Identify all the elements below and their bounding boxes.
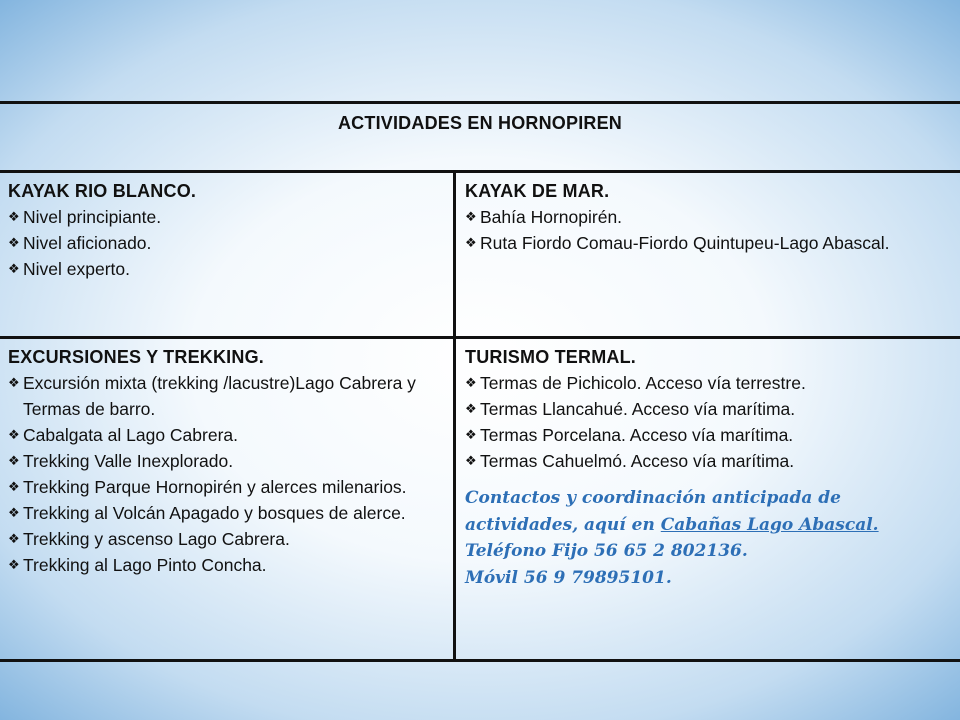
page-title: ACTIVIDADES EN HORNOPIREN (337, 113, 623, 133)
activities-table (0, 101, 960, 662)
cell-heading: KAYAK RIO BLANCO. (8, 181, 197, 201)
activity-list (8, 370, 448, 578)
list-item: ❖ Bahía Hornopirén. (465, 204, 955, 230)
column-divider (453, 173, 456, 662)
list-item: ❖ Trekking Valle Inexplorado. (8, 448, 448, 474)
row-divider (0, 336, 960, 339)
cell-kayak-rio-blanco (8, 178, 448, 282)
cell-turismo-termal (465, 344, 955, 591)
contact-phone: Teléfono Fijo 56 65 2 802136. (465, 541, 748, 561)
cell-kayak-de-mar (465, 178, 955, 256)
list-item: ❖ Nivel experto. (8, 256, 448, 282)
cell-excursiones-trekking (8, 344, 448, 578)
cell-heading: KAYAK DE MAR. (465, 181, 610, 201)
activity-list (465, 370, 955, 474)
activity-list (465, 204, 955, 256)
list-item: ❖ Nivel aficionado. (8, 230, 448, 256)
cell-heading: TURISMO TERMAL. (465, 347, 636, 367)
list-item: ❖ Ruta Fiordo Comau-Fiordo Quintupeu-Lago Abascal. (465, 230, 955, 256)
list-item: ❖ Termas de Pichicolo. Acceso vía terrestre. (465, 370, 955, 396)
list-item: ❖ Trekking al Lago Pinto Concha. (8, 552, 448, 578)
list-item: ❖ Termas Cahuelmó. Acceso vía marítima. (465, 448, 955, 474)
list-item: ❖ Nivel principiante. (8, 204, 448, 230)
contact-mobile: Móvil 56 9 79895101. (465, 567, 672, 588)
cabanas-link[interactable]: Cabañas Lago Abascal. (660, 514, 879, 535)
list-item: ❖ Trekking Parque Hornopirén y alerces milenarios. (8, 474, 448, 500)
activity-list (8, 204, 448, 282)
list-item: ❖ Termas Porcelana. Acceso vía marítima. (465, 422, 955, 448)
list-item: ❖ Termas Llancahué. Acceso vía marítima. (465, 396, 955, 422)
list-item: ❖ Excursión mixta (trekking /lacustre)Lago Cabrera y Termas de barro. (8, 370, 448, 422)
list-item: ❖ Trekking al Volcán Apagado y bosques de alerce. (8, 500, 448, 526)
list-item: ❖ Cabalgata al Lago Cabrera. (8, 422, 448, 448)
title-row (0, 104, 960, 173)
cell-heading: EXCURSIONES Y TREKKING. (8, 347, 264, 367)
contact-intro: Contactos y coordinación anticipada de actividades, aquí en (465, 488, 841, 535)
contact-block (465, 485, 955, 591)
list-item: ❖ Trekking y ascenso Lago Cabrera. (8, 526, 448, 552)
